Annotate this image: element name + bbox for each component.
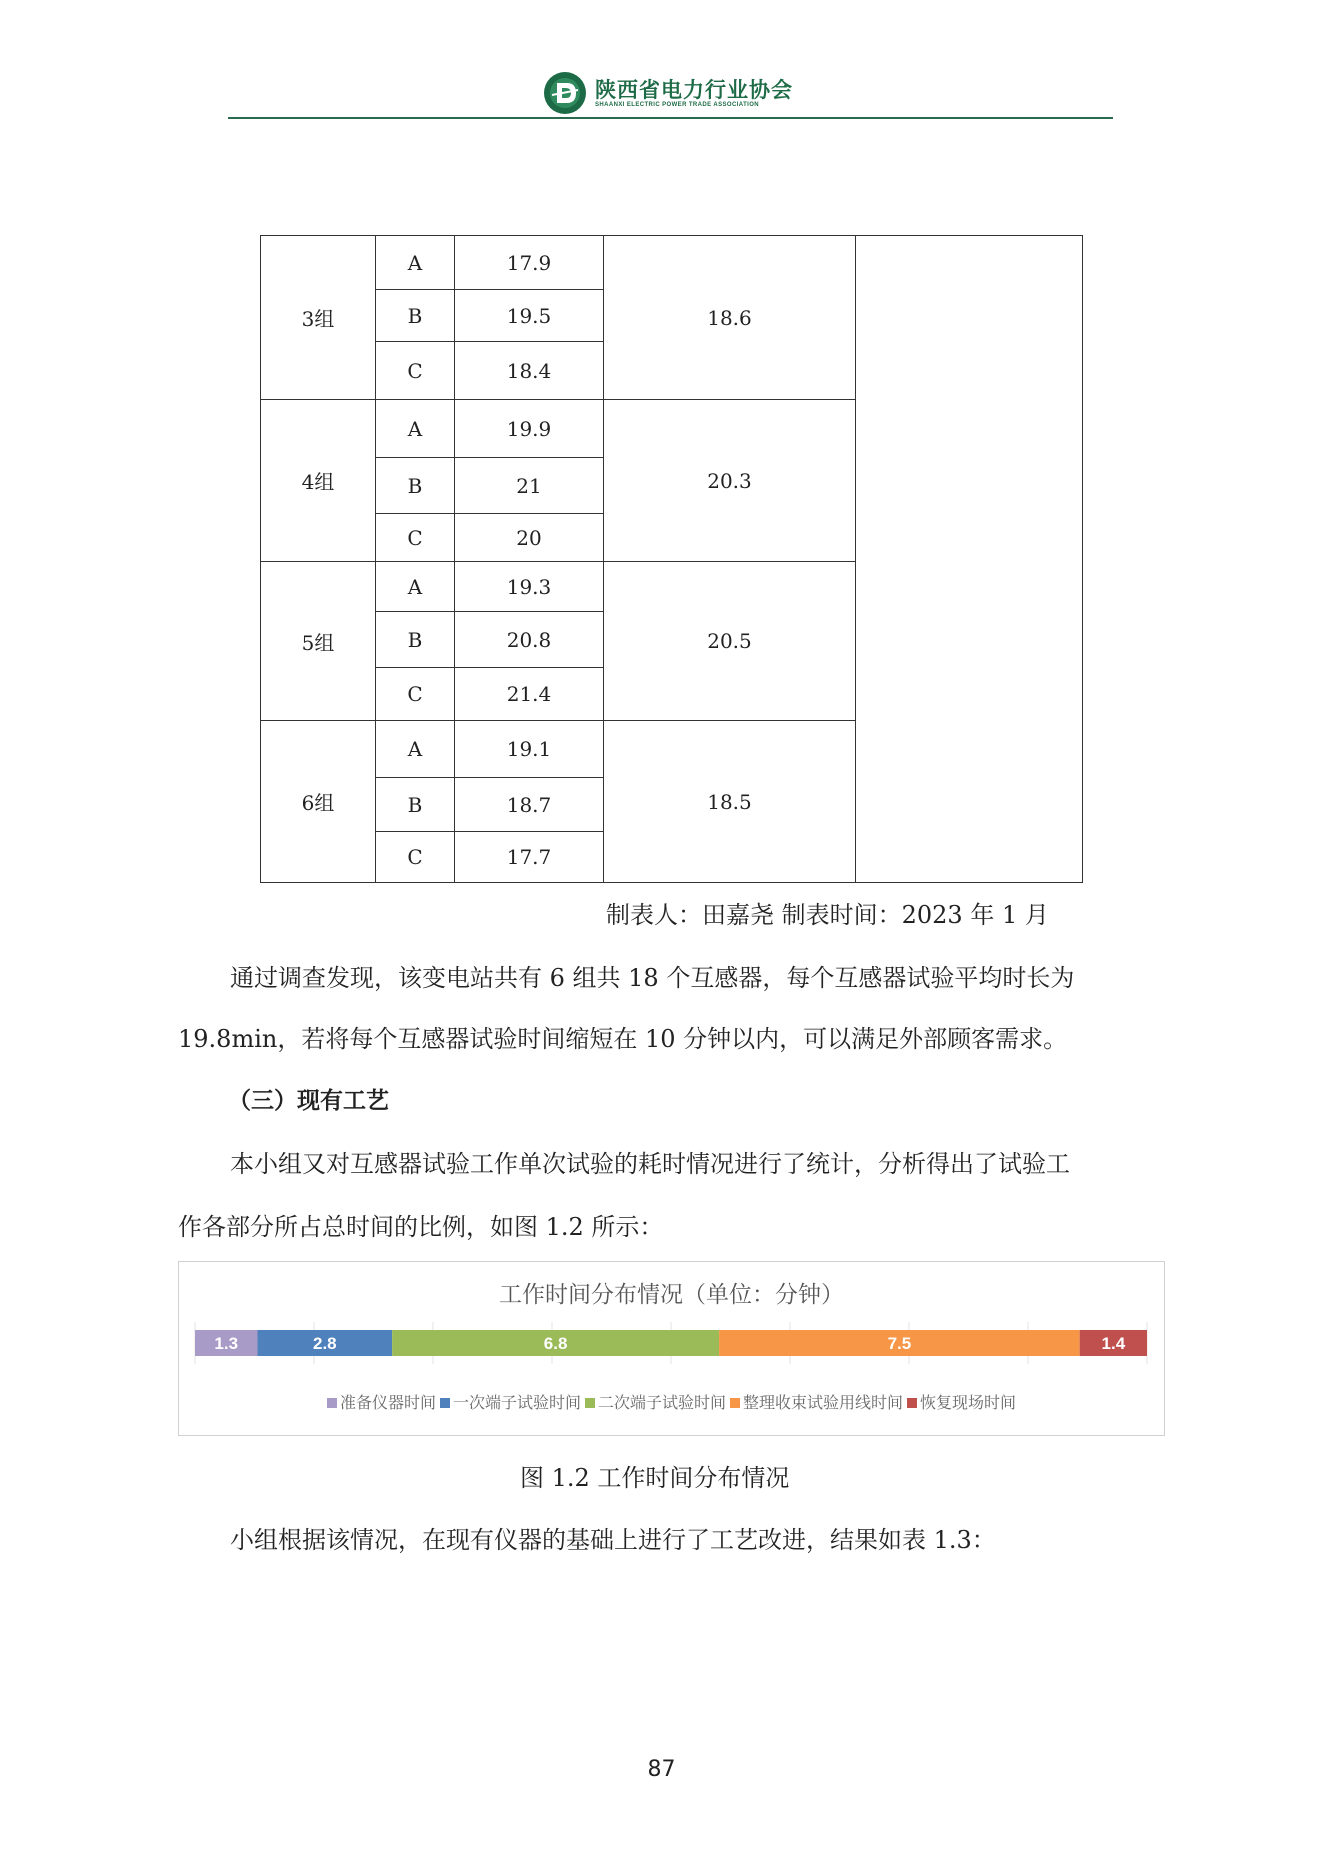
paragraph-2-line-2: 作各部分所占总时间的比例，如图 1.2 所示： (178, 1213, 664, 1241)
legend-swatch-icon (440, 1398, 450, 1408)
phase-cell: C (376, 342, 455, 400)
phase-cell: C (376, 668, 455, 721)
phase-cell: B (376, 778, 455, 832)
phase-cell: A (376, 562, 455, 612)
bar-data-label: 1.3 (214, 1334, 239, 1353)
time-value-cell: 19.5 (455, 290, 604, 342)
section-heading: （三）现有工艺 (228, 1088, 389, 1114)
legend-label: 恢复现场时间 (920, 1393, 1017, 1412)
phase-cell: B (376, 458, 455, 514)
org-name-en: SHAANXI ELECTRIC POWER TRADE ASSOCIATION (595, 102, 760, 108)
bar-data-label: 7.5 (887, 1334, 912, 1353)
time-value-cell: 19.1 (455, 721, 604, 778)
time-value-cell: 21 (455, 458, 604, 514)
bar-data-label: 6.8 (543, 1334, 568, 1353)
group-name-cell: 6组 (261, 721, 376, 883)
group-average-cell: 20.3 (604, 400, 856, 562)
phase-cell: A (376, 400, 455, 458)
paragraph-1-line-2: 19.8min，若将每个互感器试验时间缩短在 10 分钟以内，可以满足外部顾客需求。 (178, 1025, 1068, 1053)
time-value-cell: 18.4 (455, 342, 604, 400)
legend-swatch-icon (327, 1398, 337, 1408)
legend-label: 二次端子试验时间 (597, 1393, 726, 1412)
time-value-cell: 17.7 (455, 832, 604, 883)
chart-title: 工作时间分布情况（单位：分钟） (499, 1282, 844, 1308)
phase-cell: B (376, 612, 455, 668)
paragraph-2-line-1: 本小组又对互感器试验工作单次试验的耗时情况进行了统计，分析得出了试验工 (230, 1150, 1070, 1178)
time-value-cell: 18.7 (455, 778, 604, 832)
legend-label: 整理收束试验用线时间 (743, 1393, 904, 1412)
legend-label: 一次端子试验时间 (452, 1393, 581, 1412)
figure-caption: 图 1.2 工作时间分布情况 (520, 1464, 790, 1492)
group-average-cell: 20.5 (604, 562, 856, 721)
paragraph-1-line-1: 通过调查发现，该变电站共有 6 组共 18 个互感器，每个互感器试验平均时长为 (230, 964, 1075, 992)
bar-data-label: 2.8 (312, 1334, 337, 1353)
legend-entry (440, 1390, 581, 1413)
legend-entry (585, 1390, 726, 1413)
page-number: 87 (647, 1757, 676, 1782)
phase-cell: A (376, 721, 455, 778)
group-name-cell: 3组 (261, 236, 376, 400)
phase-cell: A (376, 236, 455, 290)
group-average-cell: 18.5 (604, 721, 856, 883)
timing-table (260, 235, 1083, 883)
legend-entry (327, 1390, 436, 1413)
time-value-cell: 20 (455, 514, 604, 562)
header-divider (228, 117, 1113, 119)
time-value-cell: 19.9 (455, 400, 604, 458)
org-name-cn: 陕西省电力行业协会 (595, 78, 793, 102)
legend-swatch-icon (907, 1398, 917, 1408)
legend-swatch-icon (730, 1398, 740, 1408)
phase-cell: B (376, 290, 455, 342)
legend-label: 准备仪器时间 (339, 1393, 436, 1412)
legend-entry (730, 1390, 903, 1413)
time-value-cell: 21.4 (455, 668, 604, 721)
table-row (261, 236, 1083, 290)
legend-entry (907, 1390, 1016, 1413)
time-value-cell: 20.8 (455, 612, 604, 668)
legend-swatch-icon (585, 1398, 595, 1408)
page-header (228, 62, 1113, 122)
phase-cell: C (376, 832, 455, 883)
time-value-cell: 19.3 (455, 562, 604, 612)
group-name-cell: 4组 (261, 400, 376, 562)
group-name-cell: 5组 (261, 562, 376, 721)
phase-cell: C (376, 514, 455, 562)
bar-data-label: 1.4 (1101, 1334, 1126, 1353)
time-distribution-chart (178, 1261, 1165, 1436)
remarks-cell (856, 236, 1083, 883)
chart-legend (179, 1390, 1164, 1413)
association-logo (543, 68, 793, 118)
group-average-cell: 18.6 (604, 236, 856, 400)
time-value-cell: 17.9 (455, 236, 604, 290)
logo-emblem-icon (543, 71, 587, 115)
paragraph-3: 小组根据该情况，在现有仪器的基础上进行了工艺改进，结果如表 1.3： (230, 1526, 996, 1554)
table-caption: 制表人：田嘉尧 制表时间：2023 年 1 月 (606, 901, 1049, 929)
